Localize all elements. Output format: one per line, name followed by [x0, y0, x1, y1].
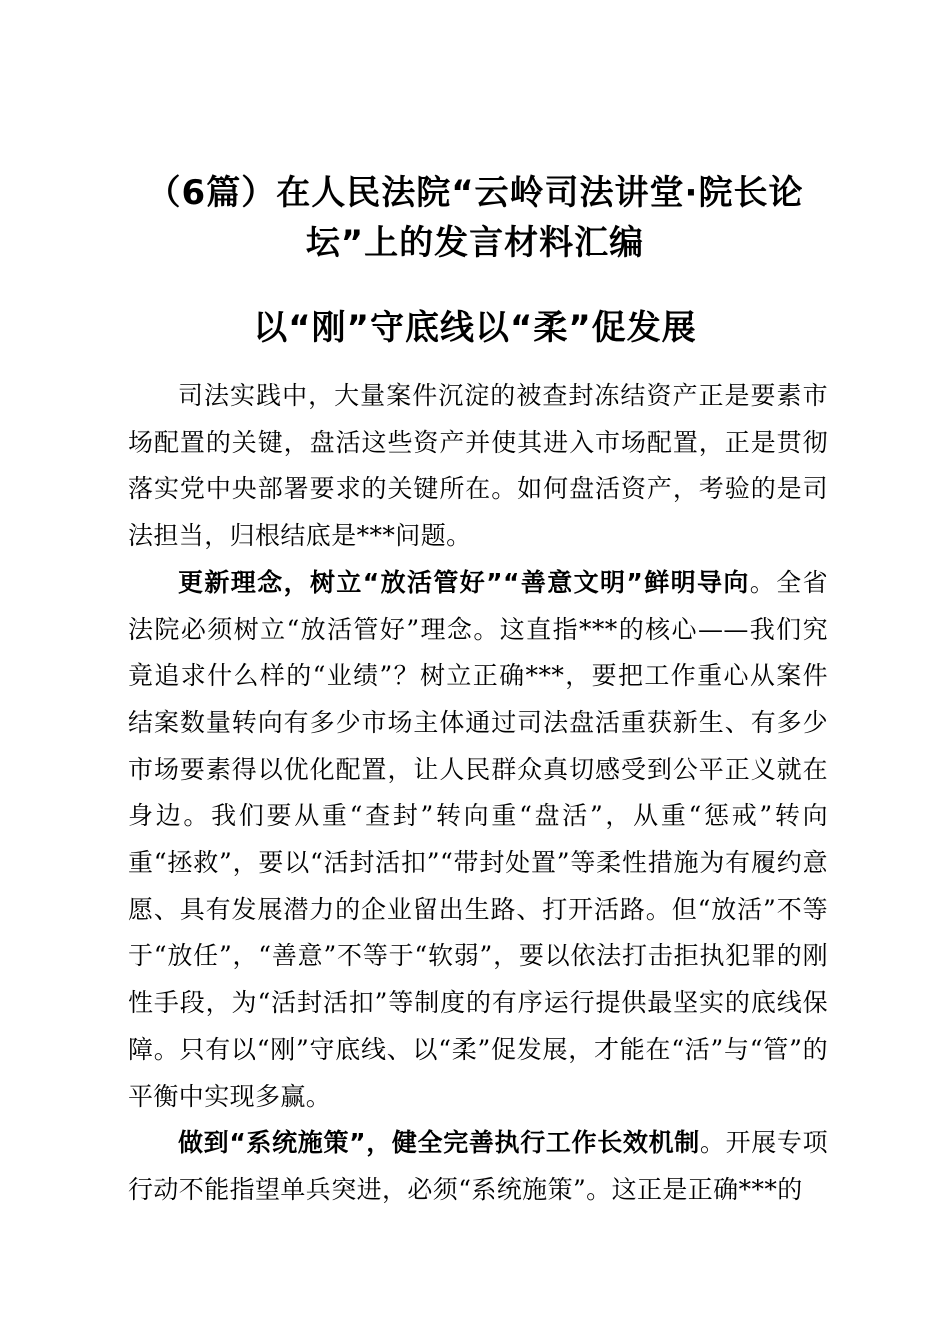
section-title: 以“刚”守底线以“柔”促发展: [253, 308, 697, 348]
paragraph-1-text: 司法实践中，大量案件沉淀的被查封冻结资产正是要素市场配置的关键，盘活这些资产并使其进入市场配置，正是贯彻落实党中央部署要求的关键所在。如何盘活资产，考验的是司法担当，归根结底是***问题。: [128, 381, 828, 551]
paragraph-3-text: 。开展专项行动不能指望单兵突进，必须“系统施策”。这正是正确***的: [128, 1128, 828, 1204]
paragraph-3-heading: 做到“系统施策”，健全完善执行工作长效机制: [178, 1128, 700, 1158]
paragraph-2: [128, 560, 828, 1120]
paragraph-2-text: 。全省法院必须树立“放活管好”理念。这直指***的核心——我们究竟追求什么样的“业绩”？树立正确***，要把工作重心从案件结案数量转向有多少市场主体通过司法盘活重获新生、有多少市场要素得以优化配置，让人民群众真切感受到公平正义就在身边。我们要从重“查封”转向重“盘活”，从重“惩戒”转向重“拯救”，要以“活封活扣”“带封处置”等柔性措施为有履约意愿、具有发展潜力的企业留出生路、打开活路。但“放活”不等于“放任”，“善意”不等于“软弱”，要以依法打击拒执犯罪的刚性手段，为“活封活扣”等制度的有序运行提供最坚实的底线保障。只有以“刚”守底线、以“柔”促发展，才能在“活”与“管”的平衡中实现多赢。: [128, 567, 828, 1111]
document-body: [128, 373, 828, 1214]
paragraph-1: [128, 373, 828, 560]
paragraph-3: [128, 1120, 828, 1213]
document-title: （6篇）在人民法院“云岭司法讲堂·院长论坛”上的发言材料汇编: [146, 173, 804, 263]
paragraph-2-heading: 更新理念，树立“放活管好”“善意文明”鲜明导向: [178, 567, 750, 597]
